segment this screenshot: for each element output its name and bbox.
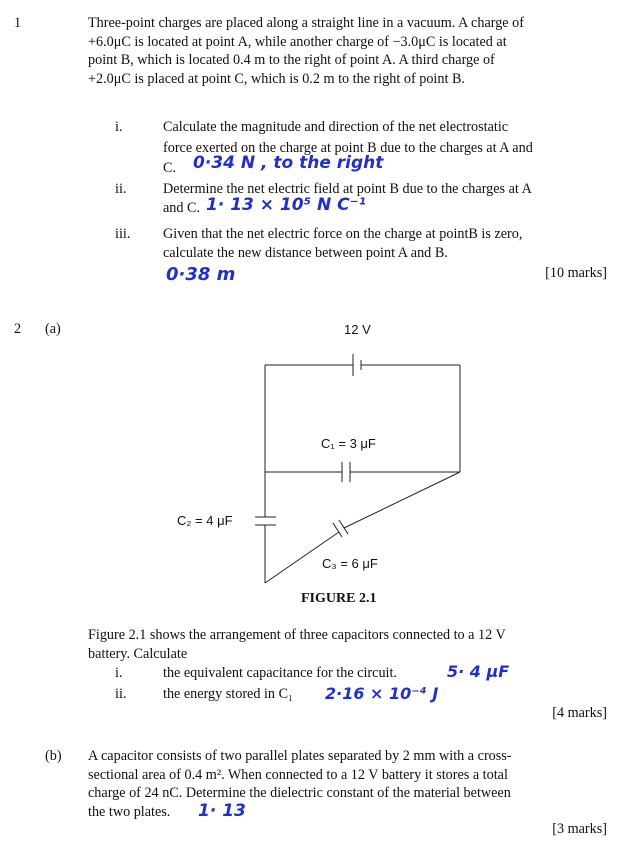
q1-part-iii-answer: 0·38 m xyxy=(166,264,236,285)
q2a-i-answer: 5· 4 μF xyxy=(447,662,510,681)
q2b-line: charge of 24 nC. Determine the dielectric constant of the material between xyxy=(88,785,511,801)
q1-part-iii-line: calculate the new distance between point A and B. xyxy=(163,244,448,261)
battery-label: 12 V xyxy=(344,322,371,337)
q2a-line: Figure 2.1 shows the arrangement of three capacitors connected to a 12 V xyxy=(88,627,506,643)
q1-line: point B, which is located 0.4 m to the right of point A. A third charge of xyxy=(88,52,495,68)
c2-label: C₂ = 4 μF xyxy=(177,513,233,528)
q2a-marks: [4 marks] xyxy=(552,705,607,721)
q1-part-ii-line: Determine the net electric field at point B due to the charges at A xyxy=(163,181,532,197)
q2a-stem xyxy=(88,626,608,663)
q2a-ii-text: the energy stored in C₁ xyxy=(163,686,293,702)
q2a-ii-label: ii. xyxy=(115,686,127,702)
q2a-i-text: the equivalent capacitance for the circuit. xyxy=(163,665,397,681)
q1-line: +6.0μC is located at point A, while another charge of −3.0μC is located at xyxy=(88,33,507,50)
q2b-label: (b) xyxy=(45,748,62,764)
q2-number: 2 xyxy=(14,321,22,337)
q1-part-i-line: C. xyxy=(163,160,177,176)
q2a-line: battery. Calculate xyxy=(88,645,188,662)
q1-part-i-answer: 0·34 N , to the right xyxy=(193,153,384,173)
c3-label: C₃ = 6 μF xyxy=(322,556,378,571)
q2b-line: sectional area of 0.4 m². When connected to a 12 V battery it stores a total xyxy=(88,766,508,783)
q1-part-ii-answer: 1· 13 × 10⁵ N C⁻¹ xyxy=(206,195,367,215)
q2b-stem xyxy=(88,747,608,821)
q1-part-i-label: i. xyxy=(115,119,123,135)
q1-line: +2.0μC is placed at point C, which is 0.2 m to the right of point B. xyxy=(88,70,465,87)
q1-part-iii-label: iii. xyxy=(115,226,131,242)
q1-part-ii-line: and C. xyxy=(163,199,201,216)
q1-marks: [10 marks] xyxy=(545,265,607,281)
figure-caption: FIGURE 2.1 xyxy=(301,591,377,606)
c1-label: C₁ = 3 μF xyxy=(321,436,376,451)
q2a-ii-answer: 2·16 × 10⁻⁴ J xyxy=(325,684,439,703)
q2b-line: A capacitor consists of two parallel plates separated by 2 mm with a cross- xyxy=(88,748,512,764)
q1-line: Three-point charges are placed along a straight line in a vacuum. A charge of xyxy=(88,15,524,31)
q2b-marks: [3 marks] xyxy=(552,821,607,837)
q1-number: 1 xyxy=(14,15,22,31)
q1-part-i-line: force exerted on the charge at point B due to the charges at A and xyxy=(163,139,533,156)
q2a-i-label: i. xyxy=(115,665,123,681)
q2b-line: the two plates. xyxy=(88,803,171,820)
q1-part-i-line: Calculate the magnitude and direction of the net electrostatic xyxy=(163,119,509,135)
q2b-answer: 1· 13 xyxy=(198,801,246,821)
q1-part-iii-line: Given that the net electric force on the charge at pointB is zero, xyxy=(163,226,523,242)
q1-part-ii-label: ii. xyxy=(115,181,127,197)
q2a-label: (a) xyxy=(45,321,61,337)
